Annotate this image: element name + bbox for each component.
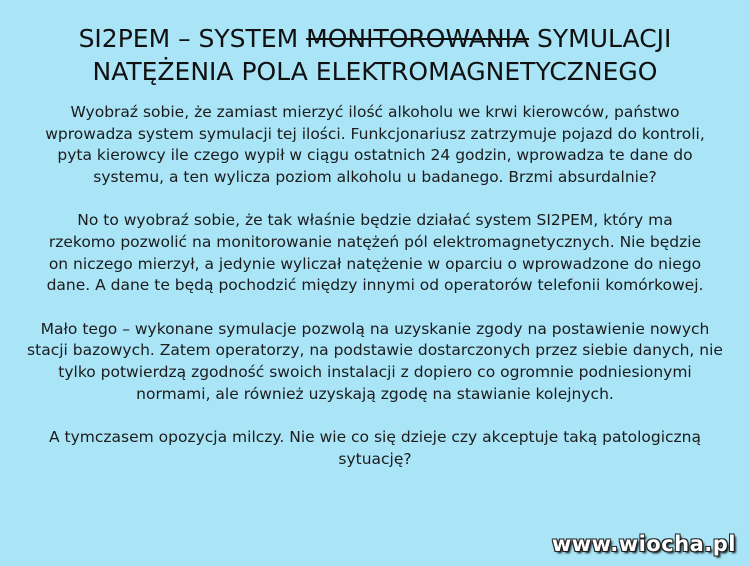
paragraph-4: A tymczasem opozycja milczy. Nie wie co się dzieje czy akceptuje taką patologiczną sytuację? <box>49 428 701 468</box>
paragraph-3: Mało tego – wykonane symulacje pozwolą na uzyskanie zgody na postawienie nowych stacji bazowych. Zatem operatorzy, na podstawie dostarczonych przez siebie danych, nie tylko potwierdzą zgodność swoich instalacji z dopiero co ogromnie podniesionymi normami, ale również uzyskają zgodę na stawianie kolejnych. <box>27 319 723 403</box>
document-title <box>24 22 726 88</box>
title-part-1: SI2PEM – SYSTEM <box>78 24 307 53</box>
title-line-2: NATĘŻENIA POLA ELEKTROMAGNETYCZNEGO <box>92 57 658 86</box>
title-struck-word: MONITOROWANIA <box>306 24 530 53</box>
paragraph-1: Wyobraź sobie, że zamiast mierzyć ilość alkoholu we krwi kierowców, państwo wprowadza system symulacji tej ilości. Funkcjonariusz zatrzymuje pojazd do kontroli, pyta kierowcy ile czego wypił w ciągu ostatnich 24 godzin, wprowadza te dane do systemu, a ten wylicza poziom alkoholu u badanego. Brzmi absurdalnie? <box>45 103 705 186</box>
title-part-2: SYMULACJI <box>529 24 672 53</box>
watermark-logo: www.wiocha.pl <box>551 532 736 556</box>
paragraph-2: No to wyobraź sobie, że tak właśnie będzie działać system SI2PEM, który ma rzekomo pozwolić na monitorowanie natężeń pól elektromagnetycznych. Nie będzie on niczego mierzył, a jedynie wyliczał natężenie w oparciu o wprowadzone do niego dane. A dane te będą pochodzić między innymi od operatorów telefonii komórkowej. <box>46 211 704 295</box>
